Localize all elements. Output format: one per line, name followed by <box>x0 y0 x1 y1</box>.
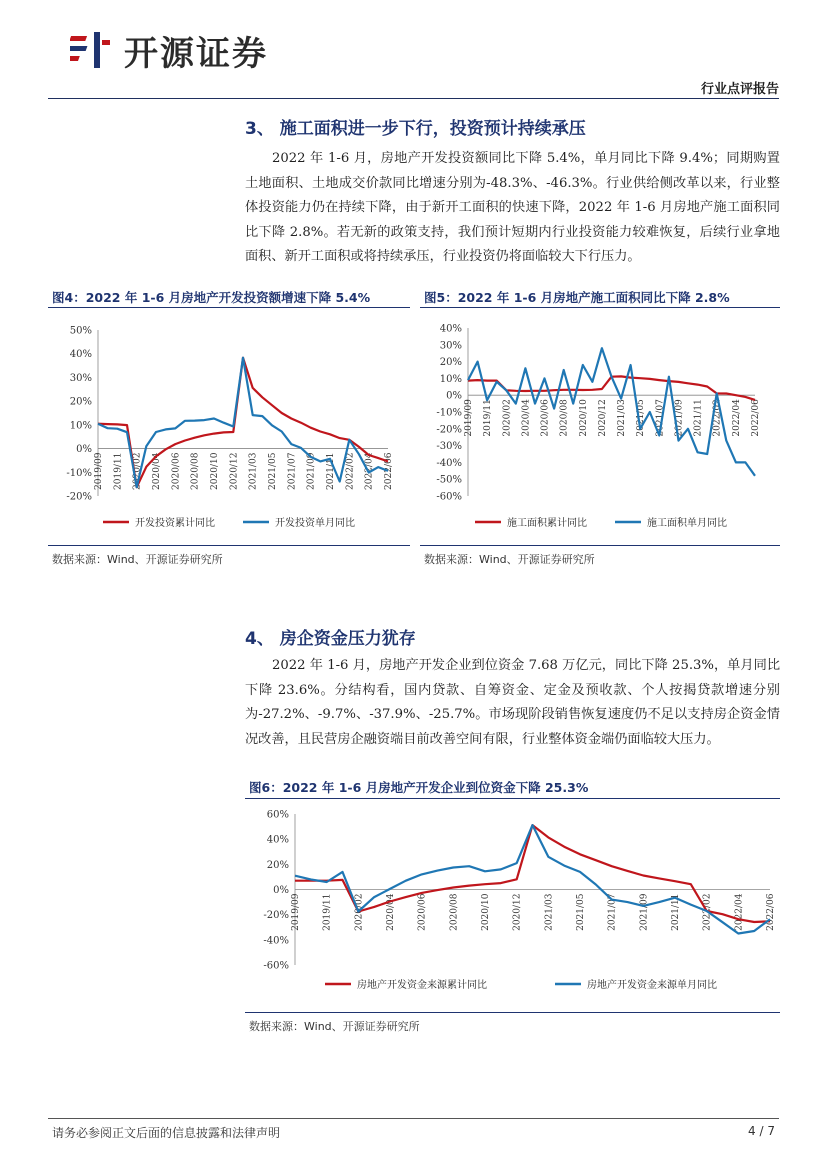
x-tick-label: 2022/02 <box>345 452 356 490</box>
y-tick-label: -20% <box>436 424 462 436</box>
x-tick-label: 2021/07 <box>287 452 298 490</box>
y-tick-label: 20% <box>266 859 289 871</box>
y-tick-label: 40% <box>439 323 462 335</box>
section-4-title: 4、 房企资金压力犹存 <box>245 629 416 649</box>
x-tick-label: 2022/06 <box>384 452 394 490</box>
x-tick-label: 2021/11 <box>326 452 336 490</box>
x-tick-label: 2019/11 <box>483 399 494 437</box>
y-tick-label: 30% <box>439 340 462 352</box>
x-tick-label: 2021/03 <box>544 893 555 931</box>
x-tick-label: 2020/10 <box>481 893 491 931</box>
x-tick-label: 2020/12 <box>229 452 240 490</box>
y-tick-label: 40% <box>266 834 289 846</box>
y-tick-label: -20% <box>66 491 92 503</box>
x-tick-label: 2020/08 <box>449 893 460 931</box>
fig5-bottom-rule <box>420 545 780 546</box>
x-tick-label: 2020/06 <box>171 452 182 490</box>
page-number: 4 / 7 <box>748 1124 775 1138</box>
y-tick-label: 60% <box>266 809 289 821</box>
y-tick-label: -20% <box>263 910 289 922</box>
x-tick-label: 2022/02 <box>702 893 713 931</box>
x-tick-label: 2021/09 <box>674 399 685 437</box>
x-tick-label: 2020/02 <box>502 399 513 437</box>
x-tick-label: 2019/09 <box>464 399 474 437</box>
x-tick-label: 2020/04 <box>386 893 396 931</box>
x-tick-label: 2021/09 <box>639 893 650 931</box>
y-tick-label: 20% <box>69 396 92 408</box>
report-type-label: 行业点评报告 <box>700 82 779 97</box>
legend-label: 房地产开发资金来源单月同比 <box>587 980 717 991</box>
fig6-chart <box>245 802 780 1012</box>
y-tick-label: 40% <box>69 349 92 361</box>
brand-logo-icon <box>70 28 114 72</box>
x-tick-label: 2021/05 <box>576 893 586 931</box>
x-tick-label: 2021/05 <box>636 399 647 437</box>
y-tick-label: -10% <box>66 467 92 479</box>
x-tick-label: 2022/06 <box>766 893 776 931</box>
y-tick-label: 20% <box>439 357 462 369</box>
section-3-paragraph: 2022 年 1-6 月，房地产开发投资额同比下降 5.4%，单月同比下降 9.4%；同期购置土地面积、土地成交价款同比增速分别为-48.3%、-46.3%。行业供给侧改革以来，行业整体投资能力仍在持续下降，由于新开工面积的快速下降，2022 年 1-6 月房地产施工面积同比下降 2.8%。若无新的政策支持，我们预计短期内行业投资能力较难恢复，后续行业拿地面积、新开工面积或将持续承压，行业投资仍将面临较大下行压力。 <box>245 151 780 265</box>
fig5-caption-rule <box>420 307 780 308</box>
y-tick-label: -50% <box>436 474 462 486</box>
brand-name: 开源证券 <box>124 34 268 74</box>
x-tick-label: 2021/05 <box>268 452 278 490</box>
legend-label: 施工面积单月同比 <box>647 518 727 529</box>
fig4-bottom-rule <box>48 545 410 546</box>
legend-label: 施工面积累计同比 <box>507 518 587 529</box>
series-line-2 <box>295 825 770 933</box>
x-tick-label: 2021/11 <box>671 893 681 931</box>
y-tick-label: -40% <box>263 935 289 947</box>
x-tick-label: 2020/10 <box>210 452 220 490</box>
legend-label: 房地产开发资金来源累计同比 <box>357 980 487 991</box>
y-tick-label: -40% <box>436 457 462 469</box>
y-tick-label: -10% <box>436 407 462 419</box>
x-tick-label: 2021/03 <box>248 452 259 490</box>
y-tick-label: -60% <box>263 960 289 972</box>
x-tick-label: 2020/12 <box>597 399 608 437</box>
y-tick-label: 0% <box>446 390 462 402</box>
x-tick-label: 2021/07 <box>607 893 618 931</box>
x-tick-label: 2019/09 <box>291 893 301 931</box>
x-tick-label: 2020/06 <box>417 893 428 931</box>
fig5-source: 数据来源：Wind、开源证券研究所 <box>424 553 595 566</box>
y-tick-label: 50% <box>69 325 92 337</box>
header-divider <box>48 98 779 99</box>
y-tick-label: -60% <box>436 491 462 503</box>
section-4-paragraph: 2022 年 1-6 月，房地产开发企业到位资金 7.68 万亿元，同比下降 25.3%，单月同比下降 23.6%。分结构看，国内贷款、自筹资金、定金及预收款、个人按揭贷款增速分别为-27.2%、-9.7%、-37.9%、-25.7%。市场现阶段销售恢复速度仍不足以支持房企资金情况改善，且民营房企融资端目前改善空间有限，行业整体资金端仍面临较大压力。 <box>245 658 780 747</box>
fig5-caption: 图5：2022 年 1-6 月房地产施工面积同比下降 2.8% <box>424 290 730 305</box>
x-tick-label: 2020/10 <box>578 399 589 437</box>
y-tick-label: 10% <box>439 373 462 385</box>
fig6-caption: 图6：2022 年 1-6 月房地产开发企业到位资金下降 25.3% <box>249 780 589 795</box>
legend-label: 开发投资累计同比 <box>135 518 215 529</box>
fig6-caption-rule <box>245 798 780 799</box>
section-3-title: 3、 施工面积进一步下行，投资预计持续承压 <box>245 119 586 139</box>
fig6-source: 数据来源：Wind、开源证券研究所 <box>249 1020 420 1033</box>
x-tick-label: 2019/09 <box>94 452 104 490</box>
x-tick-label: 2020/08 <box>190 452 201 490</box>
x-tick-label: 2021/09 <box>306 452 317 490</box>
x-tick-label: 2022/02 <box>712 399 723 437</box>
x-tick-label: 2022/04 <box>364 452 375 490</box>
y-tick-label: 0% <box>76 444 92 456</box>
x-tick-label: 2019/11 <box>322 893 333 931</box>
fig6-bottom-rule <box>245 1012 780 1013</box>
fig4-caption-rule <box>48 307 410 308</box>
x-tick-label: 2020/06 <box>540 399 551 437</box>
y-tick-label: 10% <box>69 420 92 432</box>
y-tick-label: 0% <box>273 885 289 896</box>
fig4-caption: 图4：2022 年 1-6 月房地产开发投资额增速下降 5.4% <box>52 290 371 305</box>
footer-divider <box>48 1118 779 1119</box>
x-tick-label: 2021/07 <box>655 399 666 437</box>
fig5-chart <box>420 312 780 544</box>
x-tick-label: 2019/11 <box>113 452 124 490</box>
x-tick-label: 2020/02 <box>132 452 143 490</box>
x-tick-label: 2022/04 <box>731 399 742 437</box>
x-tick-label: 2021/11 <box>693 399 704 437</box>
x-tick-label: 2020/08 <box>559 399 570 437</box>
x-tick-label: 2020/04 <box>152 452 162 490</box>
x-tick-label: 2020/02 <box>354 893 365 931</box>
footer-disclaimer: 请务必参阅正文后面的信息披露和法律声明 <box>52 1126 281 1140</box>
x-tick-label: 2022/06 <box>751 399 761 437</box>
y-tick-label: 30% <box>69 372 92 384</box>
fig4-chart <box>48 312 410 544</box>
x-tick-label: 2020/12 <box>512 893 523 931</box>
x-tick-label: 2022/04 <box>734 893 745 931</box>
x-tick-label: 2020/04 <box>521 399 532 437</box>
legend-label: 开发投资单月同比 <box>275 518 355 529</box>
x-tick-label: 2021/03 <box>617 399 628 437</box>
y-tick-label: -30% <box>436 441 462 453</box>
fig4-source: 数据来源：Wind、开源证券研究所 <box>52 553 223 566</box>
